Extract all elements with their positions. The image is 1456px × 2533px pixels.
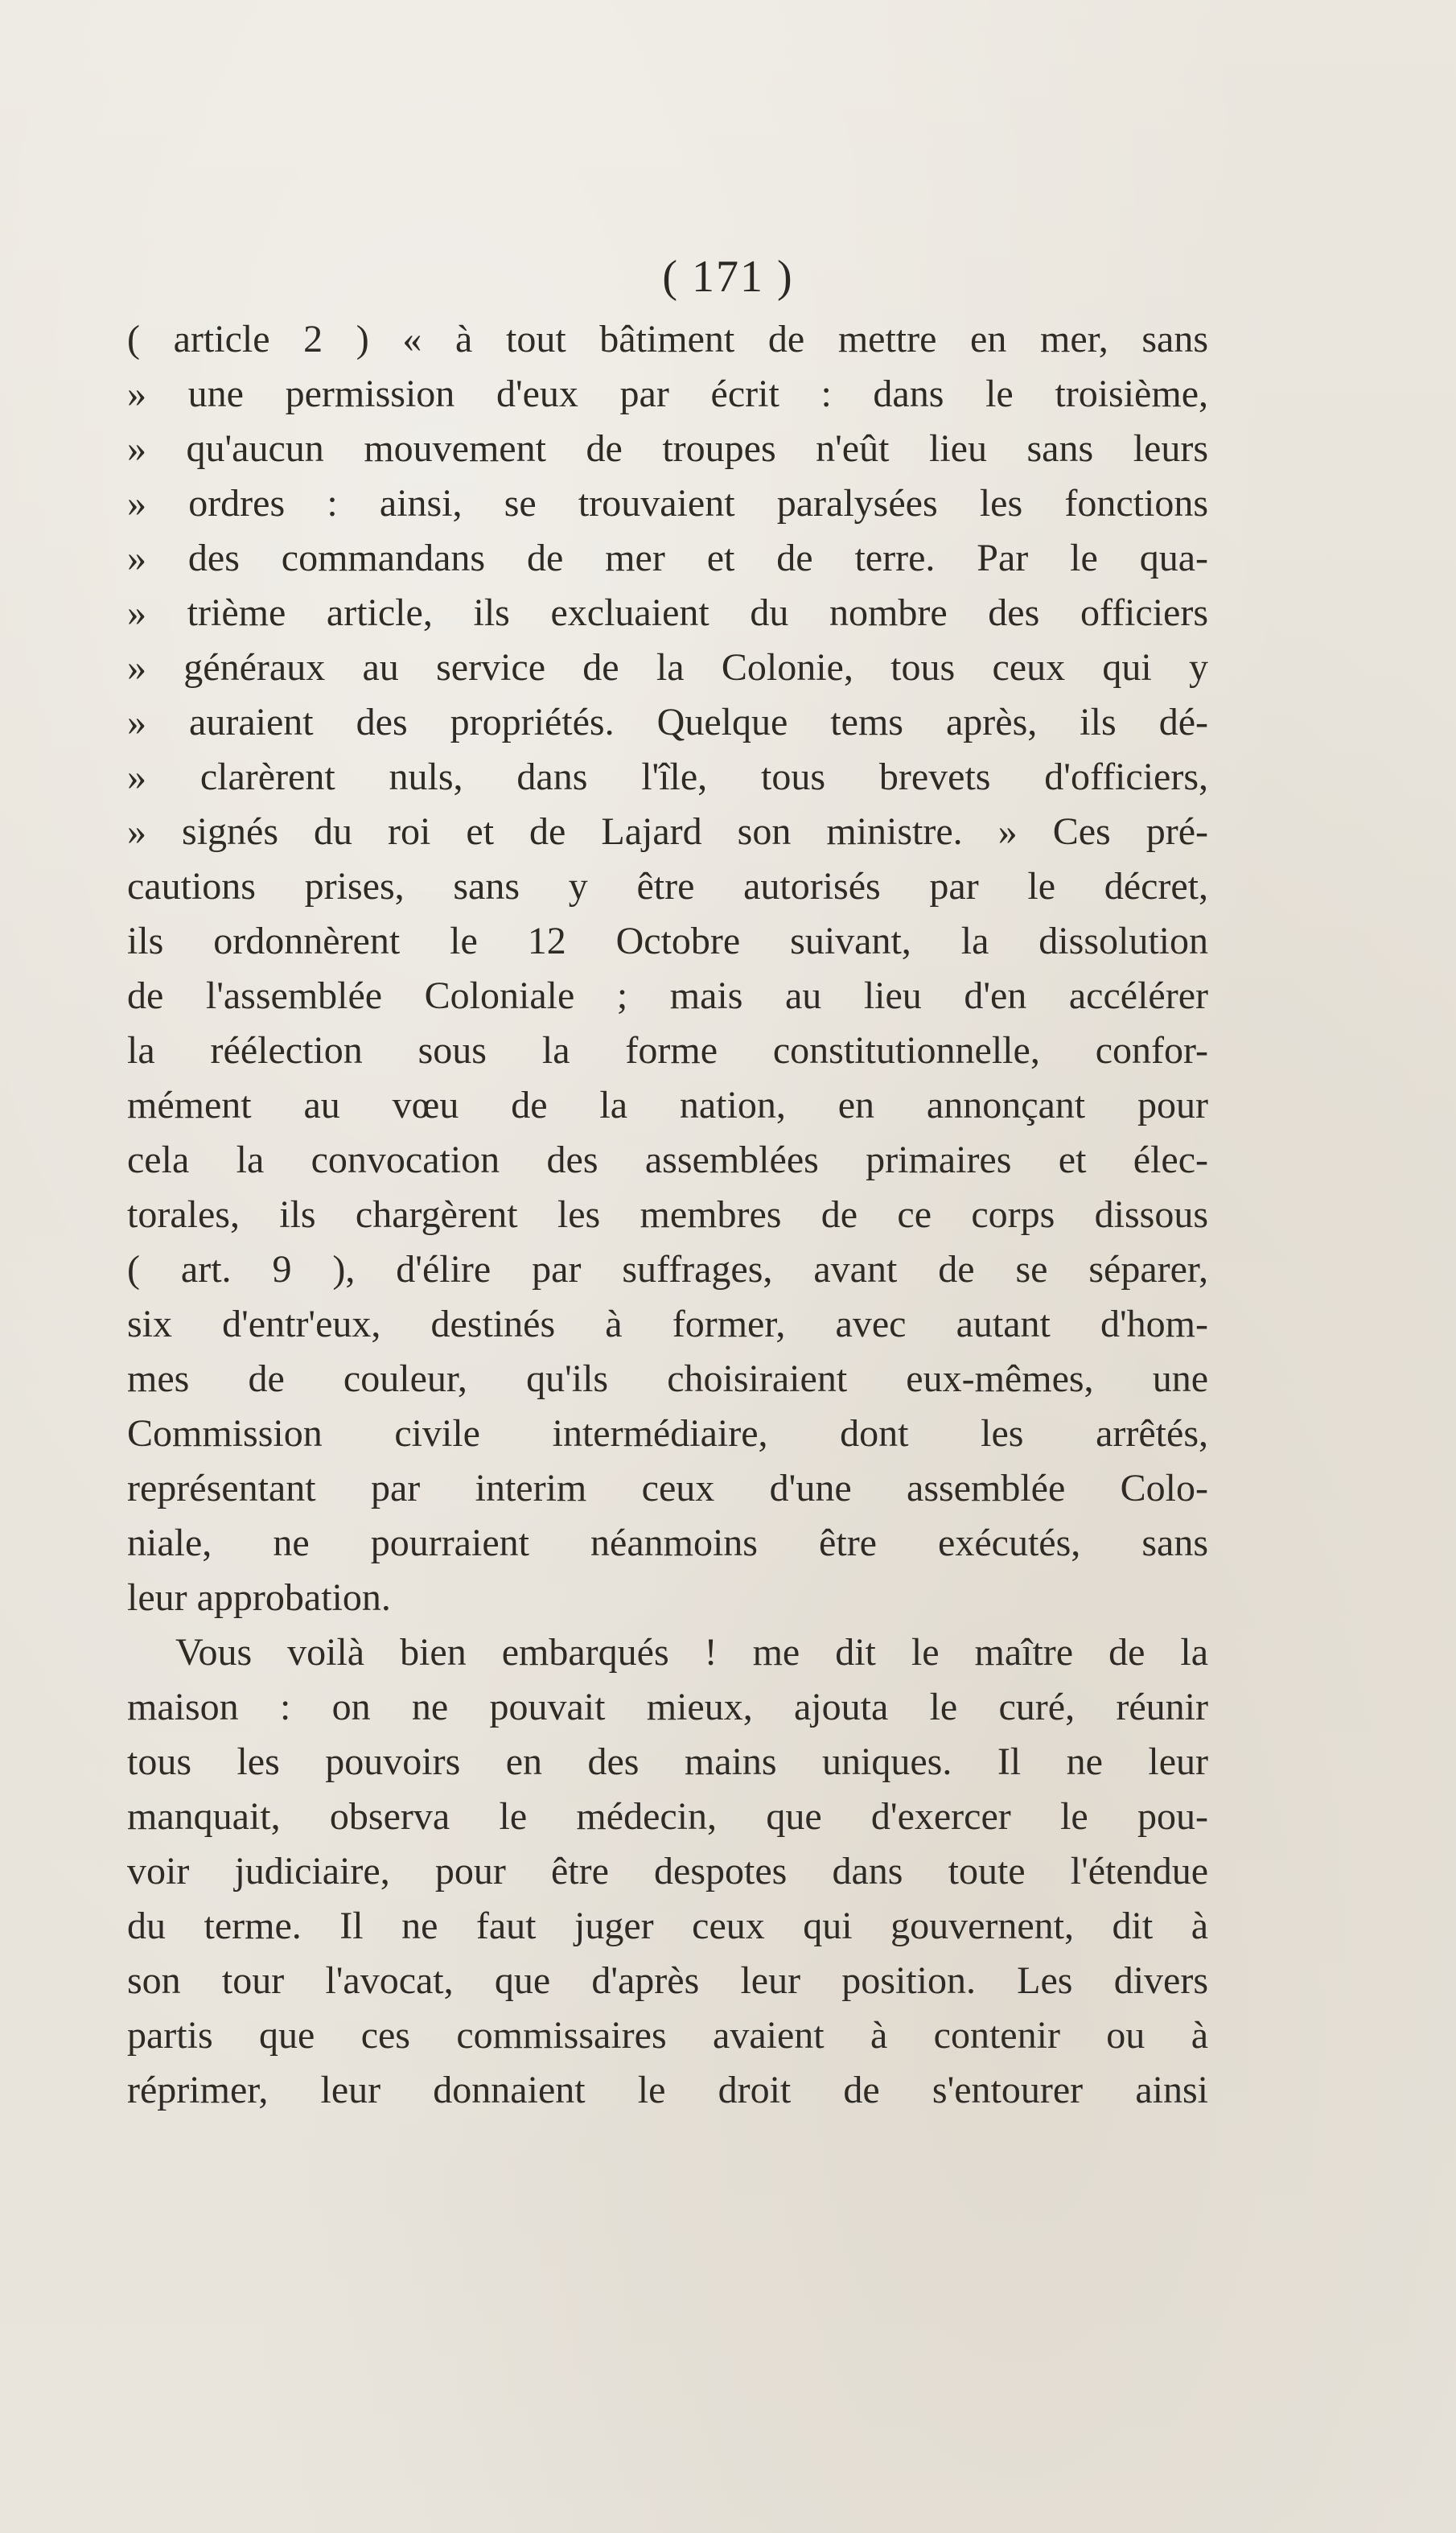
- text-line: ( article 2 ) « à tout bâtiment de mettre en mer, sans: [127, 318, 1208, 360]
- text-line: cautions prises, sans y être autorisés par le décret,: [127, 865, 1208, 908]
- page-number: ( 171 ): [662, 252, 794, 302]
- text-line: son tour l'avocat, que d'après leur position. Les divers: [127, 1959, 1208, 2002]
- text-line: » trième article, ils excluaient du nombre des officiers: [127, 591, 1208, 634]
- text-line: » des commandans de mer et de terre. Par le qua-: [127, 537, 1208, 579]
- text-line: manquait, observa le médecin, que d'exercer le pou-: [127, 1795, 1208, 1838]
- text-line: mes de couleur, qu'ils choisiraient eux-mêmes, une: [127, 1357, 1208, 1400]
- text-line: mément au vœu de la nation, en annonçant pour: [127, 1084, 1208, 1126]
- text-line: » auraient des propriétés. Quelque tems après, ils dé-: [127, 701, 1208, 743]
- page-body-text: [127, 312, 1208, 2118]
- text-line: ils ordonnèrent le 12 Octobre suivant, la dissolution: [127, 920, 1208, 962]
- text-line: maison : on ne pouvait mieux, ajouta le curé, réunir: [127, 1686, 1208, 1728]
- text-line-paragraph-end: leur approbation.: [127, 1576, 391, 1619]
- text-line: six d'entr'eux, destinés à former, avec autant d'hom-: [127, 1303, 1208, 1345]
- text-line: » généraux au service de la Colonie, tous ceux qui y: [127, 646, 1208, 689]
- text-line: la réélection sous la forme constitutionnelle, confor-: [127, 1029, 1208, 1072]
- text-line: de l'assemblée Coloniale ; mais au lieu d'en accélérer: [127, 974, 1208, 1017]
- text-line: » clarèrent nuls, dans l'île, tous brevets d'officiers,: [127, 756, 1208, 798]
- text-line: » signés du roi et de Lajard son ministre. » Ces pré-: [127, 810, 1208, 853]
- text-line: tous les pouvoirs en des mains uniques. Il ne leur: [127, 1740, 1208, 1783]
- text-line: torales, ils chargèrent les membres de ce corps dissous: [127, 1193, 1208, 1236]
- text-line: » qu'aucun mouvement de troupes n'eût lieu sans leurs: [127, 427, 1208, 470]
- text-line: Commission civile intermédiaire, dont les arrêtés,: [127, 1412, 1208, 1455]
- text-line-paragraph-start: Vous voilà bien embarqués ! me dit le maître de la: [175, 1631, 1208, 1674]
- text-line: représentant par interim ceux d'une assemblée Colo-: [127, 1467, 1208, 1510]
- text-line: du terme. Il ne faut juger ceux qui gouvernent, dit à: [127, 1905, 1208, 1947]
- text-line: » une permission d'eux par écrit : dans le troisième,: [127, 373, 1208, 415]
- text-line: » ordres : ainsi, se trouvaient paralysées les fonctions: [127, 482, 1208, 525]
- text-line: voir judiciaire, pour être despotes dans toute l'étendue: [127, 1850, 1208, 1893]
- text-line: ( art. 9 ), d'élire par suffrages, avant de se séparer,: [127, 1248, 1208, 1291]
- text-line: partis que ces commissaires avaient à contenir ou à: [127, 2014, 1208, 2057]
- text-line: niale, ne pourraient néanmoins être exécutés, sans: [127, 1522, 1208, 1564]
- text-line: réprimer, leur donnaient le droit de s'entourer ainsi: [127, 2069, 1208, 2111]
- text-line: cela la convocation des assemblées primaires et élec-: [127, 1139, 1208, 1181]
